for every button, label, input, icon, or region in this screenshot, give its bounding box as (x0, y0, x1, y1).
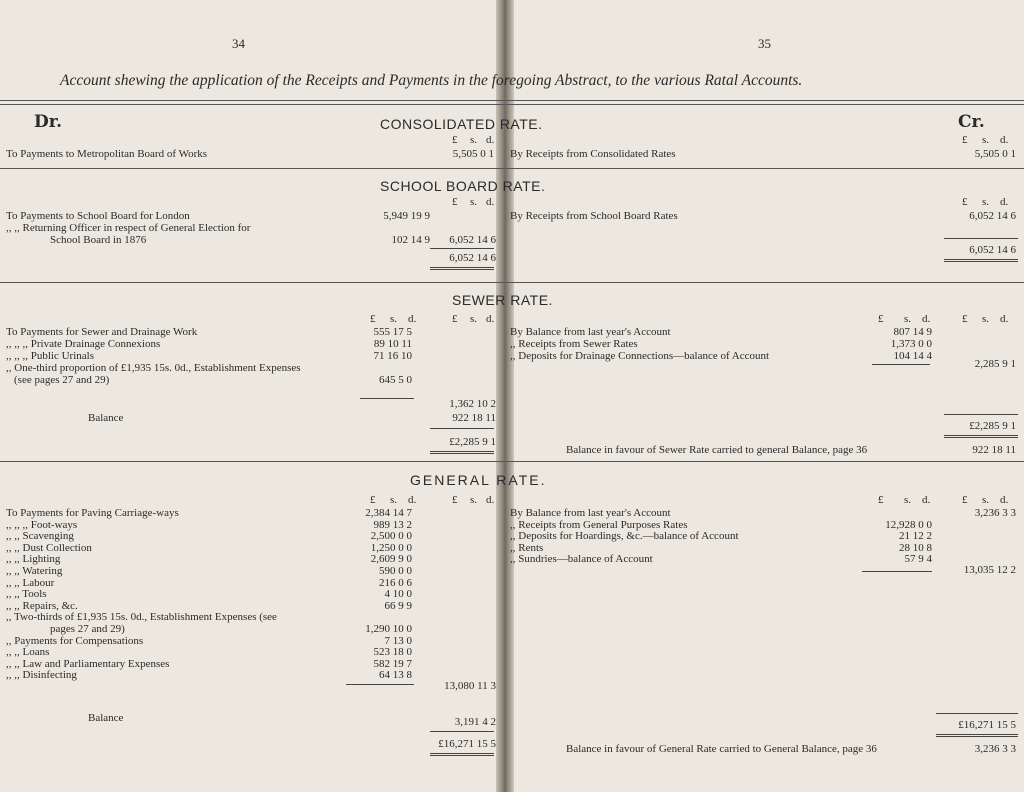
ledger-text: ,, ,, Tools (6, 588, 47, 601)
ledger-amount: 13,035 12 2 (963, 564, 1016, 576)
money-head: s. (470, 196, 478, 208)
ledger-text: To Payments for Paving Carriage-ways (6, 507, 179, 519)
ledger-amount: 922 18 11 (452, 412, 496, 424)
ledger-text: To Payments to School Board for London (6, 210, 190, 222)
ledger-text: ,, ,, Law and Parliamentary Expenses (6, 657, 170, 670)
sewer-heading: SEWER RATE. (452, 292, 553, 308)
ledger-amount: 3,236 3 3 (974, 507, 1016, 519)
money-head: s. (470, 313, 478, 325)
money-head: s. (904, 494, 912, 506)
ledger-amount: 1,290 10 0 (365, 623, 412, 635)
ledger-text: To Payments to Metropolitan Board of Works (6, 148, 208, 160)
ledger-amount: 64 13 8 (379, 669, 412, 682)
money-head: £ (370, 313, 376, 325)
ledger-amount: 645 5 0 (379, 374, 412, 386)
ledger-text: By Balance from last year's Account (510, 507, 671, 519)
money-head: d. (922, 494, 931, 506)
money-head: d. (408, 494, 417, 506)
ledger-text: ,, ,, ,, Public Urinals (6, 350, 94, 362)
underline (430, 248, 494, 249)
ledger-amount: 6,052 14 6 (449, 234, 496, 246)
money-head: s. (982, 134, 990, 146)
double-rule (944, 259, 1018, 262)
money-head: £ (452, 134, 458, 146)
money-head: s. (470, 494, 478, 506)
ledger-text: Balance in favour of General Rate carried to General Balance, page 36 (566, 743, 877, 755)
ledger-amount: 66 9 9 (384, 599, 412, 612)
ledger-text: ,, Payments for Compensations (6, 634, 144, 647)
ledger-amount: 21 12 2 (899, 530, 932, 543)
ledger-text: To Payments for Sewer and Drainage Work (6, 326, 198, 338)
ledger-amount: 102 14 9 (391, 234, 430, 246)
rule-sewer (0, 461, 1024, 462)
money-head: s. (982, 494, 990, 506)
ledger-amount: 57 9 4 (904, 553, 932, 566)
ledger-text: By Receipts from School Board Rates (510, 210, 678, 222)
ledger-text: Balance in favour of Sewer Rate carried to general Balance, page 36 (566, 444, 868, 456)
ledger-amount: 7 13 0 (384, 634, 412, 647)
ledger-text: ,, One-third proportion of £1,935 15s. 0d., Establishment Expenses (6, 362, 301, 374)
cr-label: Cr. (958, 112, 985, 132)
ledger-amount: 2,384 14 7 (365, 507, 412, 519)
money-head: £ (962, 196, 968, 208)
rule-top (0, 100, 1024, 101)
money-head: d. (408, 313, 417, 325)
ledger-amount: 5,949 19 9 (383, 210, 430, 222)
money-head: s. (390, 313, 398, 325)
ledger-text: (see pages 27 and 29) (14, 374, 110, 386)
money-head: £ (962, 494, 968, 506)
ledger-amount: 71 16 10 (373, 350, 412, 362)
ledger-amount: 2,500 0 0 (370, 530, 412, 543)
ledger-amount: 28 10 8 (899, 541, 932, 554)
ledger-text: By Receipts from Consolidated Rates (510, 148, 676, 160)
underline (430, 731, 494, 732)
ledger-total: 6,052 14 6 (449, 252, 496, 264)
ledger-amount: 104 14 4 (893, 350, 932, 362)
money-head: s. (982, 313, 990, 325)
ledger-text: ,, ,, Scavenging (6, 530, 74, 543)
ledger-text: ,, ,, Dust Collection (6, 541, 92, 554)
double-rule (430, 267, 494, 270)
ledger-total: £2,285 9 1 (449, 436, 496, 448)
money-head: d. (1000, 134, 1009, 146)
ledger-text: ,, ,, Watering (6, 565, 63, 577)
ledger-text: ,, ,, Lighting (6, 553, 61, 566)
money-head: s. (904, 313, 912, 325)
money-head: d. (922, 313, 931, 325)
rule-school (0, 282, 1024, 283)
balance-label: Balance (88, 712, 124, 724)
underline (936, 713, 1018, 714)
ledger-text: ,, ,, Labour (6, 576, 55, 589)
ledger-subtotal: 1,362 10 2 (449, 398, 496, 410)
ledger-amount: 89 10 11 (373, 338, 412, 350)
double-rule (430, 753, 494, 756)
double-rule (430, 451, 494, 454)
ledger-amount: 807 14 9 (893, 326, 932, 338)
ledger-amount: 523 18 0 (373, 646, 412, 659)
money-head: d. (1000, 494, 1009, 506)
money-head: £ (962, 134, 968, 146)
ledger-amount: 12,928 0 0 (885, 518, 932, 531)
ledger-text: ,, ,, Repairs, &c. (6, 599, 78, 612)
money-head: £ (452, 313, 458, 325)
ledger-amount: 582 19 7 (373, 657, 412, 670)
underline (944, 414, 1018, 415)
ledger-text: ,, Deposits for Drainage Connections—balance of Account (510, 350, 770, 362)
ledger-amount: 5,505 0 1 (974, 148, 1016, 160)
rule-top-2 (0, 104, 1024, 105)
double-rule (936, 734, 1018, 737)
school-heading: SCHOOL BOARD RATE. (380, 178, 546, 194)
ledger-amount: 6,052 14 6 (969, 210, 1016, 222)
ledger-text: ,, ,, Returning Officer in respect of General Election for (6, 222, 251, 234)
ledger-text: ,, Receipts from General Purposes Rates (510, 518, 688, 531)
money-head: £ (452, 196, 458, 208)
ledger-amount: 590 0 0 (379, 565, 412, 577)
double-rule (944, 435, 1018, 438)
general-heading: GENERAL RATE. (410, 472, 547, 488)
money-head: d. (486, 134, 495, 146)
ledger-text: ,, ,, Loans (6, 646, 50, 659)
ledger-amount: 216 0 6 (379, 576, 412, 589)
money-head: s. (390, 494, 398, 506)
money-head: d. (1000, 196, 1009, 208)
ledger-amount: 5,505 0 1 (452, 148, 494, 160)
ledger-text: By Balance from last year's Account (510, 326, 671, 338)
money-head: d. (486, 196, 495, 208)
ledger-amount: 3,236 3 3 (974, 743, 1016, 755)
ledger-total: £16,271 15 5 (958, 719, 1016, 731)
ledger-text: ,, Two-thirds of £1,935 15s. 0d., Establishment Expenses (see (6, 611, 277, 624)
balance-label: Balance (88, 412, 124, 424)
consolidated-heading: CONSOLIDATED RATE. (380, 116, 543, 132)
ledger-text: ,, Receipts from Sewer Rates (510, 338, 638, 350)
underline (430, 428, 494, 429)
ledger-text: ,, ,, ,, Foot-ways (6, 518, 78, 531)
ledger-amount: 1,373 0 0 (890, 338, 932, 350)
ledger-amount: 2,609 9 0 (370, 553, 412, 566)
ledger-text: ,, Rents (510, 541, 544, 554)
ledger-amount: 4 10 0 (384, 588, 412, 601)
ledger-amount: 555 17 5 (373, 326, 412, 338)
money-head: £ (878, 494, 884, 506)
ledger-text: School Board in 1876 (50, 234, 147, 246)
money-head: £ (452, 494, 458, 506)
ledger-total: £16,271 15 5 (438, 738, 496, 750)
ledger-subtotal: 13,080 11 3 (444, 680, 496, 692)
page-number-right: 35 (758, 36, 771, 51)
ledger-amount: 3,191 4 2 (454, 716, 496, 728)
money-head: d. (1000, 313, 1009, 325)
ledger-text: ,, ,, ,, Private Drainage Connexions (6, 338, 161, 350)
underline (944, 238, 1018, 239)
money-head: £ (878, 313, 884, 325)
ledger-amount: 2,285 9 1 (974, 358, 1016, 370)
ledger-amount: 1,250 0 0 (370, 541, 412, 554)
rule-consolidated (0, 168, 1024, 169)
ledger-text: ,, ,, Disinfecting (6, 669, 77, 682)
page-number-left: 34 (232, 36, 245, 51)
money-head: d. (486, 313, 495, 325)
money-head: £ (370, 494, 376, 506)
underline (360, 398, 414, 399)
ledger-text: pages 27 and 29) (50, 623, 125, 635)
ledger-text: ,, Sundries—balance of Account (510, 553, 653, 566)
ledger-total: 6,052 14 6 (969, 244, 1016, 256)
money-head: d. (486, 494, 495, 506)
ledger-amount: 922 18 11 (972, 444, 1016, 456)
money-head: £ (962, 313, 968, 325)
dr-label: Dr. (34, 112, 63, 132)
ledger-amount: 989 13 2 (373, 518, 412, 531)
page-title: Account shewing the application of the Receipts and Payments in the foregoing Abstract, to the various Ratal Accounts. (60, 72, 803, 89)
ledger-text: ,, Deposits for Hoardings, &c.—balance of Account (510, 530, 739, 543)
ledger-total: £2,285 9 1 (969, 420, 1016, 432)
money-head: s. (470, 134, 478, 146)
money-head: s. (982, 196, 990, 208)
underline (346, 684, 414, 685)
